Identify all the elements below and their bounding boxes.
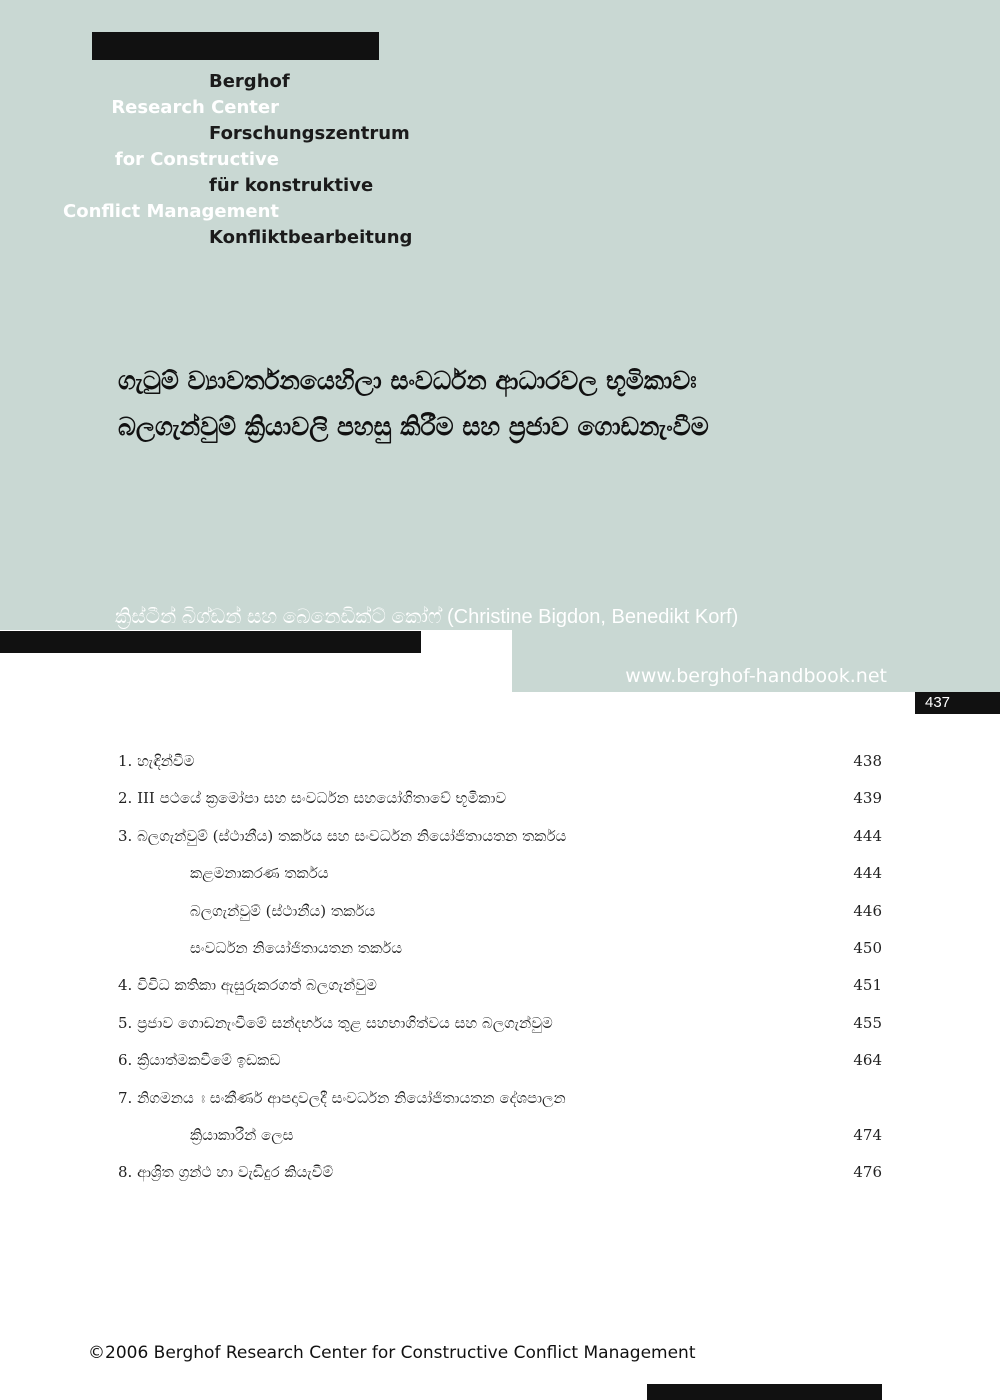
toc-entry[interactable]	[118, 1014, 882, 1051]
toc-entry-page: 444	[853, 826, 882, 845]
toc-entry-page: 455	[853, 1013, 882, 1032]
article-title-line-1: ගැටුම් ව්‍යාවර්තනයෙහිලා සංවර්ධන ආධාරවල භූමිකාවඃ	[118, 366, 697, 395]
toc-entry-page: 446	[853, 901, 882, 920]
toc-entry-title: ක්‍රියාකාරීන් ලෙස	[190, 1125, 294, 1144]
toc-entry-page: 439	[853, 789, 882, 808]
toc-entry-page: 444	[853, 864, 882, 883]
toc-entry-title: 3. බලගැන්වුම් (ස්ථානීය) තර්කය සහ සංවර්ධන නියෝජිතායතන තර්කය	[118, 826, 567, 845]
website-url[interactable]: www.berghof-handbook.net	[625, 665, 887, 687]
bottom-black-bar	[647, 1384, 882, 1400]
toc-entry[interactable]	[118, 752, 882, 789]
middle-black-bar	[0, 631, 421, 653]
article-title	[118, 358, 938, 450]
logo-line-for-constructive: for Constructive	[114, 149, 279, 170]
toc-entry[interactable]	[118, 1163, 882, 1200]
toc-entry-page: 474	[853, 1125, 882, 1144]
toc-entry-title: බලගැන්වුම් (ස්ථානීය) තර්කය	[190, 901, 376, 920]
toc-entry[interactable]	[118, 1089, 882, 1126]
toc-entry-page: 438	[853, 752, 882, 770]
toc-entry[interactable]	[118, 864, 882, 901]
copyright-footer: ©2006 Berghof Research Center for Constructive Conflict Management	[88, 1343, 696, 1363]
logo-line-conflict-management: Conflict Management	[63, 201, 279, 222]
toc-entry-title: 4. විවිධ කතිකා ඇසුරුකරගත් බලගැන්වුම	[118, 976, 377, 995]
toc-entry-page: 464	[853, 1051, 882, 1070]
logo-line-forschungszentrum: Forschungszentrum	[209, 123, 410, 144]
table-of-contents	[118, 752, 882, 1201]
toc-entry-title: කළමනාකරණ තර්කය	[190, 864, 329, 883]
toc-entry[interactable]	[118, 939, 882, 976]
logo-line-konfliktbearbeitung: Konfliktbearbeitung	[209, 227, 413, 248]
toc-entry-title: සංවර්ධන නියෝජිතායතන තර්කය	[190, 938, 403, 957]
toc-entry-title: 5. ප්‍රජාව ගොඩනැංවීමේ සන්දර්භය තුළ සහභාගිත්වය සහ බලගැන්වුම	[118, 1013, 553, 1032]
toc-entry-title: 6. ක්‍රියාත්මකවීමේ ඉඩකඩ	[118, 1051, 281, 1070]
page-number: 437	[924, 694, 951, 711]
toc-entry[interactable]	[118, 976, 882, 1013]
toc-entry[interactable]	[118, 1051, 882, 1088]
toc-entry[interactable]	[118, 827, 882, 864]
toc-entry-title: 1. හැඳින්වීම	[118, 752, 195, 770]
toc-entry[interactable]	[118, 1126, 882, 1163]
toc-entry-title: 2. III පථයේ ක්‍රමෝපා සහ සංවර්ධන සහයෝගිතාවේ භූමිකාව	[118, 789, 507, 808]
toc-entry-title: 7. නිගමනය ඃ සංකීර්ණ ආපදාවලදී සංවර්ධන නියෝජිතායතන දේශපාලන	[118, 1088, 566, 1107]
logo-line-research-center: Research Center	[111, 97, 279, 118]
top-black-bar	[92, 32, 379, 60]
toc-entry[interactable]	[118, 902, 882, 939]
toc-entry-page: 451	[853, 976, 882, 995]
article-title-line-2: බලගැන්වුම් ක්‍රියාවලි පහසු කිරීම සහ ප්‍රජාව ගොඩනැංවීම	[118, 412, 709, 441]
toc-entry[interactable]	[118, 789, 882, 826]
logo-line-berghof: Berghof	[209, 71, 290, 92]
authors: ක්‍රිස්ටීන් බිග්ඩන් සහ බෙනෙඩික්ට් කෝෆ් (Christine Bigdon, Benedikt Korf)	[115, 606, 739, 628]
toc-entry-page: 450	[853, 938, 882, 957]
toc-entry-title: 8. ආශ්‍රිත ග්‍රන්ථ හා වැඩිදුර කියැවීම්	[118, 1163, 334, 1182]
toc-entry-page: 476	[853, 1163, 882, 1182]
logo-line-fur-konstruktive: für konstruktive	[209, 175, 374, 196]
